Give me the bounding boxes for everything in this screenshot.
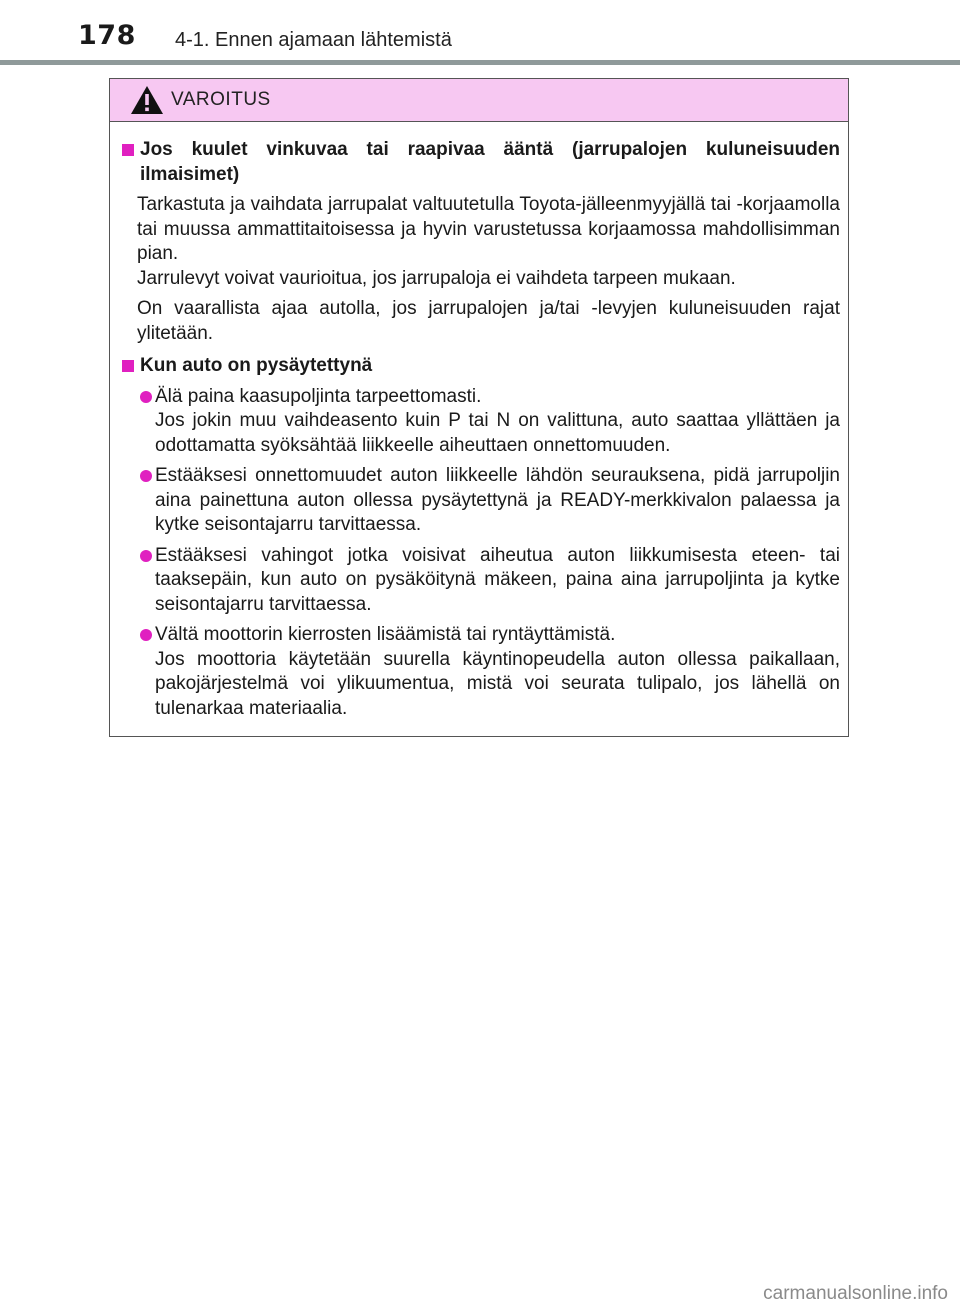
round-bullet-icon xyxy=(140,629,152,641)
bullet-text: Vältä moottorin kierrosten lisäämistä tai ryntäyttämistä. xyxy=(155,624,616,645)
warning-body xyxy=(110,122,848,721)
bullet-text: Älä paina kaasupoljinta tarpeettomasti. xyxy=(155,385,482,407)
paragraph: Jarrulevyt voivat vaurioitua, jos jarrupaloja ei vaihdeta tarpeen mukaan. xyxy=(137,267,736,289)
bullet-detail: Jos moottoria käytetään suurella käyntinopeudella auton ollessa paikallaan, pakojärjestelmä voi ylikuumentua, mistä voi seurata tulipalo, jos lähellä on tulenarkaa materiaalia. xyxy=(155,648,840,719)
bullet-item xyxy=(122,544,840,618)
round-bullet-icon xyxy=(140,391,152,403)
bullet-item xyxy=(122,385,840,459)
bullet-detail: Jos jokin muu vaihdeasento kuin P tai N on valittuna, auto saattaa yllättäen ja odottamatta syöksähtää liikkeelle aiheuttaen onnettomuuden. xyxy=(155,410,840,456)
paragraph: On vaarallista ajaa autolla, jos jarrupalojen ja/tai -levyjen kuluneisuuden rajat ylitetään. xyxy=(137,298,840,344)
round-bullet-icon xyxy=(140,550,152,562)
section-heading-text: Jos kuulet vinkuvaa tai raapivaa ääntä (jarrupalojen kuluneisuuden ilmaisimet) xyxy=(140,139,840,185)
bullet-text: Estääksesi onnettomuudet auton liikkeelle lähdön seurauksena, pidä jarrupoljin aina painettuna auton ollessa pysäytettynä ja READY-merkkivalon palaessa ja kytke seisontajarru tarvittaessa. xyxy=(155,465,840,535)
warning-triangle-icon xyxy=(130,85,164,115)
warning-box xyxy=(109,78,849,737)
header-divider xyxy=(0,60,960,65)
paragraph: Tarkastuta ja vaihdata jarrupalat valtuutetulla Toyota-jälleenmyyjällä tai -korjaamolla tai muussa ammattitaitoisessa ja hyvin varustetussa korjaamossa mahdollisimman pian. xyxy=(137,194,840,264)
square-bullet-icon xyxy=(122,360,134,372)
round-bullet-icon xyxy=(140,470,152,482)
section-heading-text: Kun auto on pysäytettynä xyxy=(140,355,373,376)
bullet-item xyxy=(122,464,840,538)
square-bullet-icon xyxy=(122,144,134,156)
section-heading xyxy=(122,354,840,379)
section-heading xyxy=(122,138,840,187)
warning-title: VAROITUS xyxy=(171,89,271,110)
warning-header xyxy=(110,79,848,122)
page-number: 178 xyxy=(78,20,136,51)
bullet-text: Estääksesi vahingot jotka voisivat aiheutua auton liikkumisesta eteen- tai taaksepäin, kun auto on pysäköitynä mäkeen, paina aina jarrupoljinta ja kytke seisontajarru tarvittaessa. xyxy=(155,544,840,615)
watermark: carmanualsonline.info xyxy=(763,1283,948,1304)
section-title: 4-1. Ennen ajamaan lähtemistä xyxy=(175,29,452,51)
bullet-item xyxy=(122,623,840,721)
